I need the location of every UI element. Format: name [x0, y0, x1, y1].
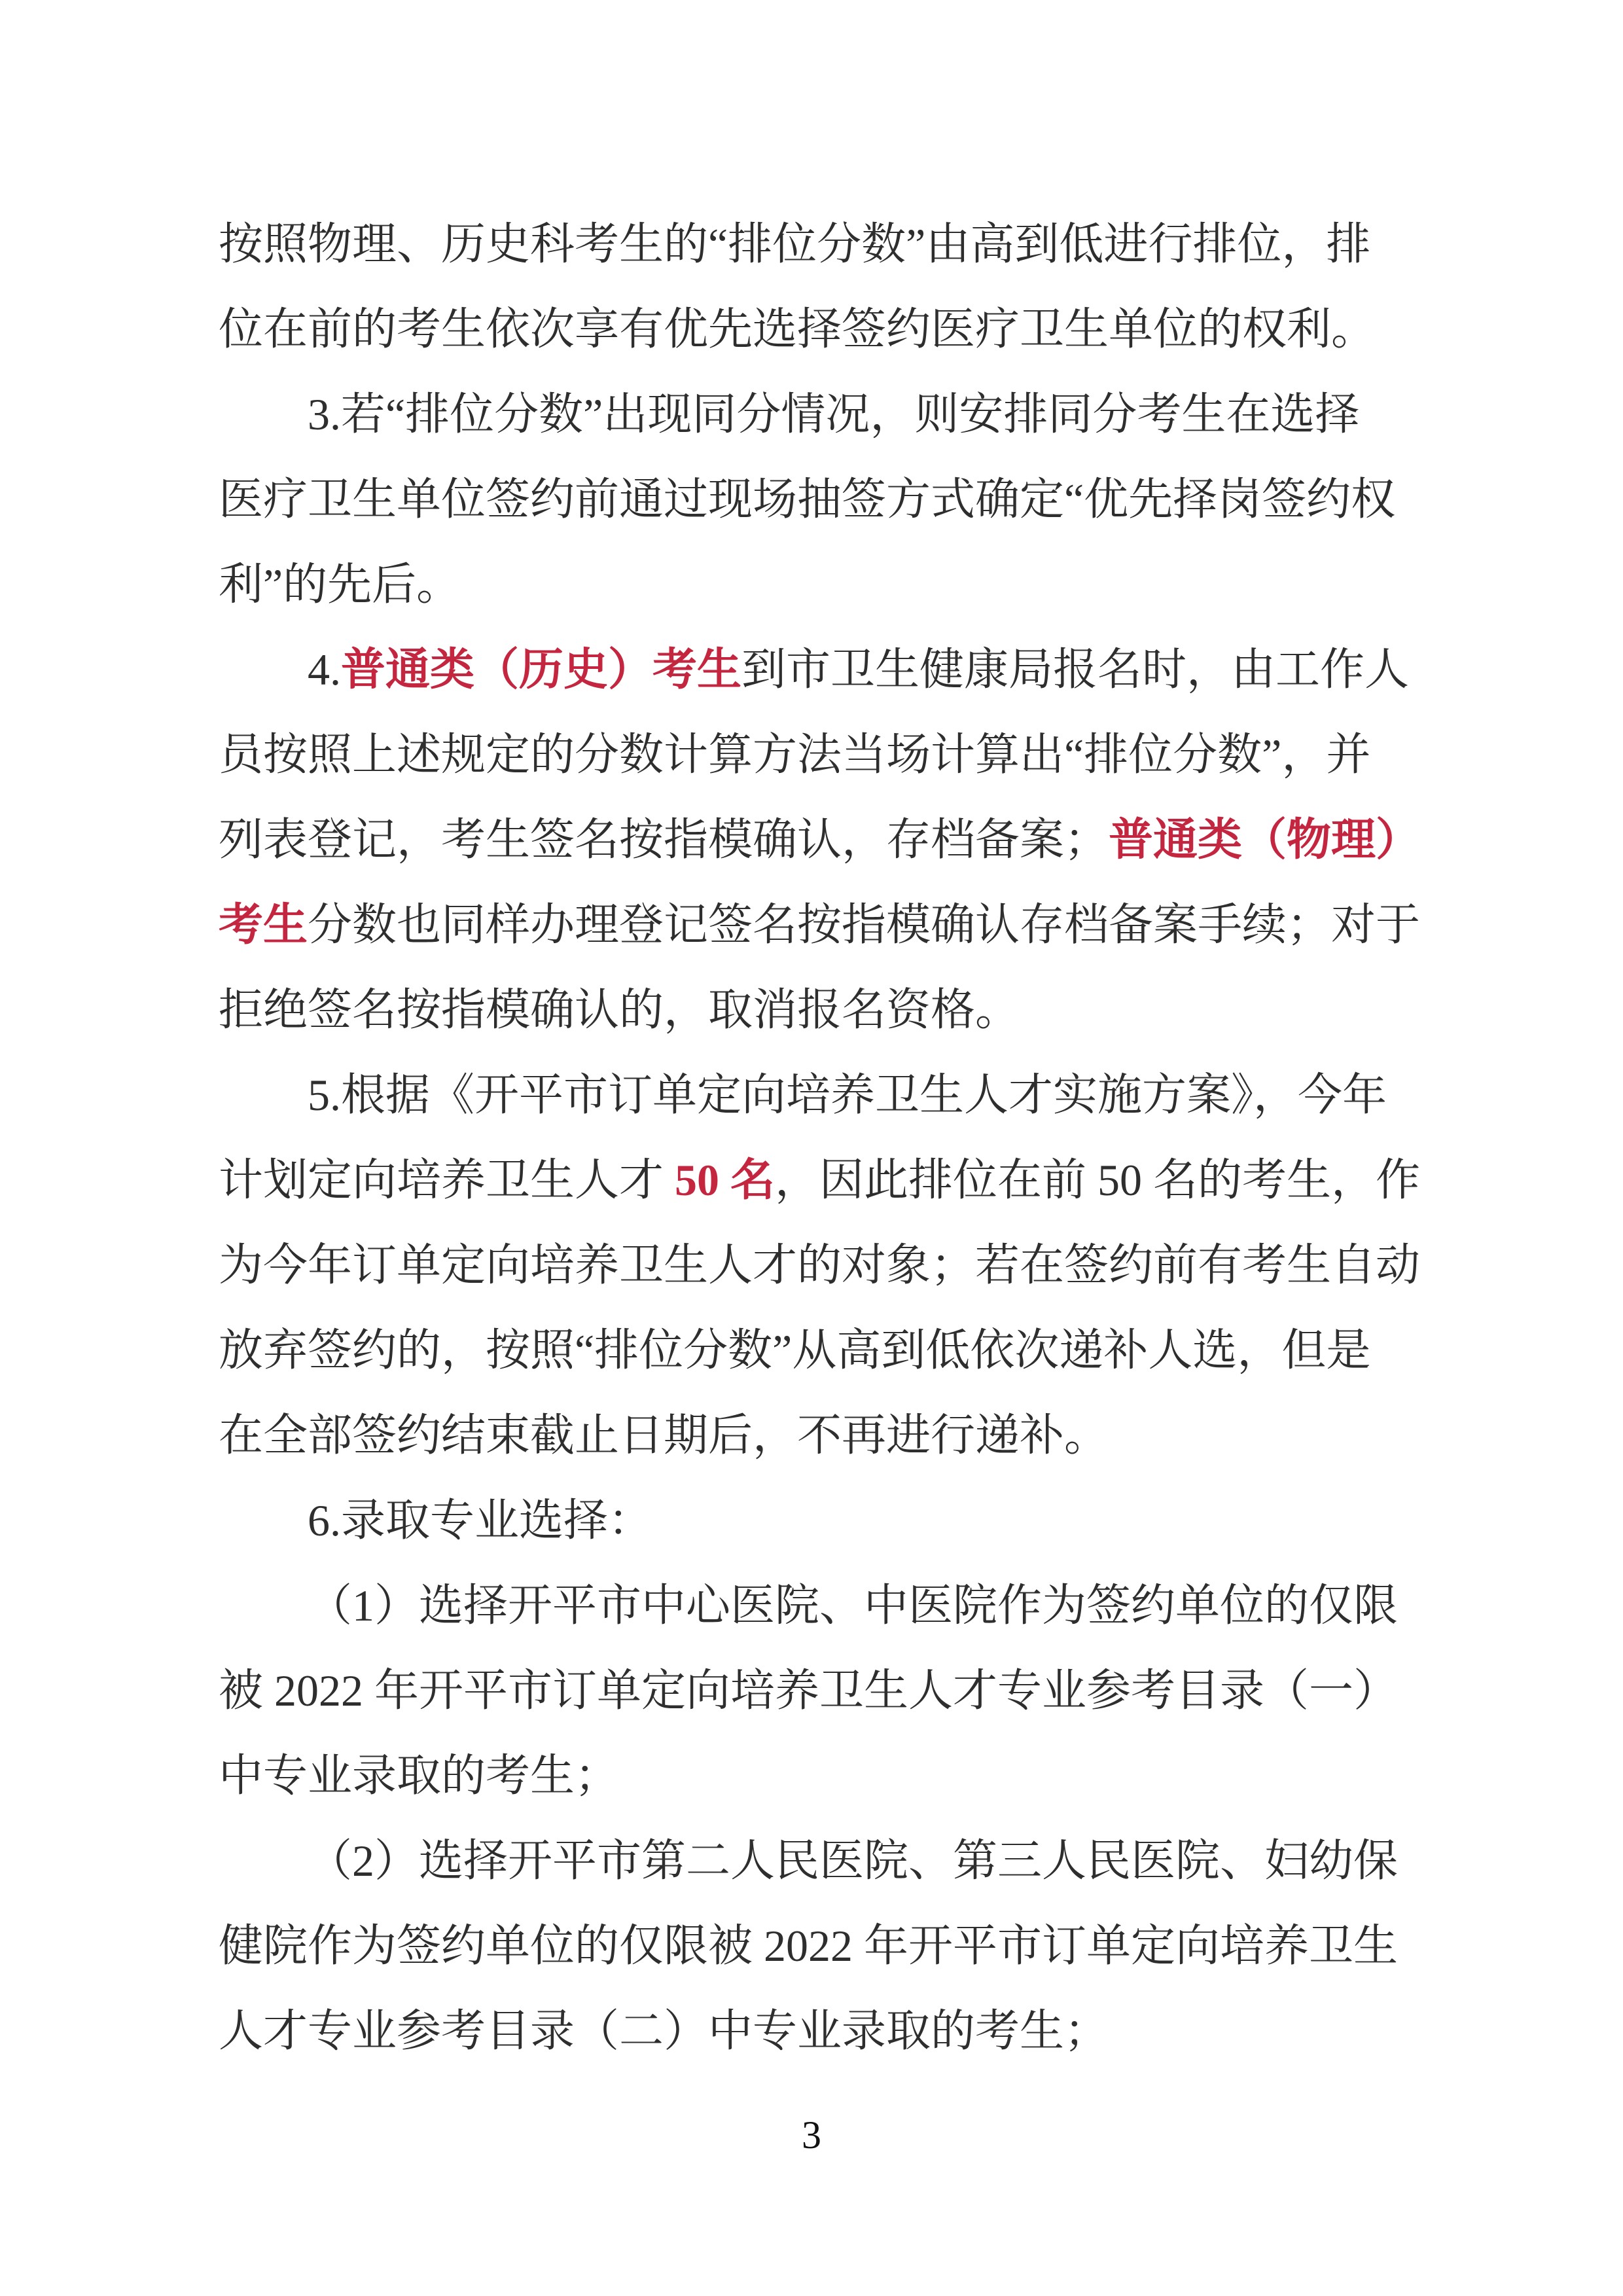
text-segment: （1）选择开平市中心医院、中医院作为签约单位的仅限	[308, 1581, 1399, 1630]
text-segment: 中专业录取的考生；	[219, 1751, 620, 1801]
text-segment: 拒绝签名按指模确认的，取消报名资格。	[219, 985, 1020, 1035]
text-segment: 放弃签约的，按照“排位分数”从高到低依次递补人选，但是	[219, 1325, 1371, 1375]
text-segment: 利”的先后。	[219, 560, 461, 609]
text-line	[219, 627, 1436, 712]
text-line	[219, 1903, 1436, 1988]
text-line	[219, 287, 1436, 372]
text-segment: 在全部签约结束截止日期后，不再进行递补。	[219, 1410, 1109, 1460]
text-line	[219, 372, 1436, 457]
text-line	[219, 1988, 1436, 2073]
text-segment: 位在前的考生依次享有优先选择签约医疗卫生单位的权利。	[219, 304, 1376, 354]
document-body	[219, 202, 1436, 2073]
text-line	[219, 1138, 1436, 1223]
text-segment-red: 考生	[219, 900, 308, 950]
text-segment-red: 50 名	[675, 1155, 776, 1205]
text-segment: 被 2022 年开平市订单定向培养卫生人才专业参考目录（一）	[219, 1666, 1399, 1715]
text-line	[219, 1223, 1436, 1308]
text-line	[219, 542, 1436, 627]
text-segment: 4.	[308, 645, 341, 694]
page-number: 3	[802, 2113, 821, 2157]
text-line	[219, 1818, 1436, 1903]
text-line	[219, 1308, 1436, 1393]
text-line	[219, 457, 1436, 542]
text-segment: 健院作为签约单位的仅限被 2022 年开平市订单定向培养卫生	[219, 1921, 1399, 1971]
text-line	[219, 967, 1436, 1052]
text-segment: 为今年订单定向培养卫生人才的对象；若在签约前有考生自动	[219, 1240, 1421, 1290]
text-line	[219, 712, 1436, 797]
text-segment: 到市卫生健康局报名时，由工作人	[741, 645, 1410, 694]
text-segment: 3.若“排位分数”出现同分情况，则安排同分考生在选择	[308, 389, 1360, 439]
text-segment: 5.根据《开平市订单定向培养卫生人才实施方案》，今年	[308, 1070, 1387, 1120]
text-segment-red: 普通类（物理）	[1109, 815, 1421, 865]
text-segment: 6.录取专业选择：	[308, 1496, 653, 1545]
text-segment: ，因此排位在前 50 名的考生，作	[775, 1155, 1421, 1205]
text-line	[219, 1733, 1436, 1818]
text-segment: 分数也同样办理登记签名按指模确认存档备案手续；对于	[308, 900, 1421, 950]
text-segment: 员按照上述规定的分数计算方法当场计算出“排位分数”，并	[219, 730, 1371, 780]
text-line	[219, 1478, 1436, 1563]
text-segment: 人才专业参考目录（二）中专业录取的考生；	[219, 2006, 1109, 2056]
text-line	[219, 202, 1436, 287]
text-segment: 医疗卫生单位签约前通过现场抽签方式确定“优先择岗签约权	[219, 475, 1396, 524]
text-line	[219, 1648, 1436, 1733]
text-segment-red: 普通类（历史）考生	[341, 645, 742, 694]
text-line	[219, 882, 1436, 967]
text-line	[219, 1563, 1436, 1648]
text-segment: 列表登记，考生签名按指模确认，存档备案；	[219, 815, 1109, 865]
text-line	[219, 797, 1436, 882]
text-segment: （2）选择开平市第二人民医院、第三人民医院、妇幼保	[308, 1836, 1399, 1886]
text-line	[219, 1393, 1436, 1478]
text-segment: 按照物理、历史科考生的“排位分数”由高到低进行排位，排	[219, 219, 1371, 269]
text-line	[219, 1052, 1436, 1138]
text-segment: 计划定向培养卫生人才	[219, 1155, 675, 1205]
